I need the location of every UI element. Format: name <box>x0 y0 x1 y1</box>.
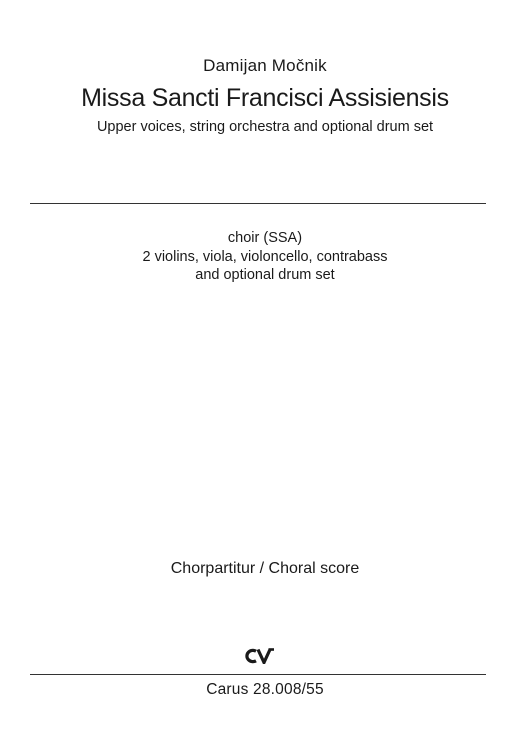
work-subtitle: Upper voices, string orchestra and optional drum set <box>96 119 434 135</box>
carus-logo-icon <box>245 648 275 664</box>
top-divider <box>30 203 486 204</box>
composer-name: Damijan Močnik <box>203 56 327 75</box>
instrumentation-line: 2 violins, viola, violoncello, contrabass <box>142 248 388 265</box>
instrumentation-block <box>0 229 530 285</box>
score-type-label: Chorpartitur / Choral score <box>170 560 360 577</box>
work-title: Missa Sancti Francisci Assisiensis <box>81 84 449 112</box>
instrumentation-line: choir (SSA) <box>227 230 303 246</box>
instrumentation-line: and optional drum set <box>195 267 335 283</box>
bottom-divider <box>30 674 486 675</box>
catalog-number: Carus 28.008/55 <box>206 681 324 698</box>
